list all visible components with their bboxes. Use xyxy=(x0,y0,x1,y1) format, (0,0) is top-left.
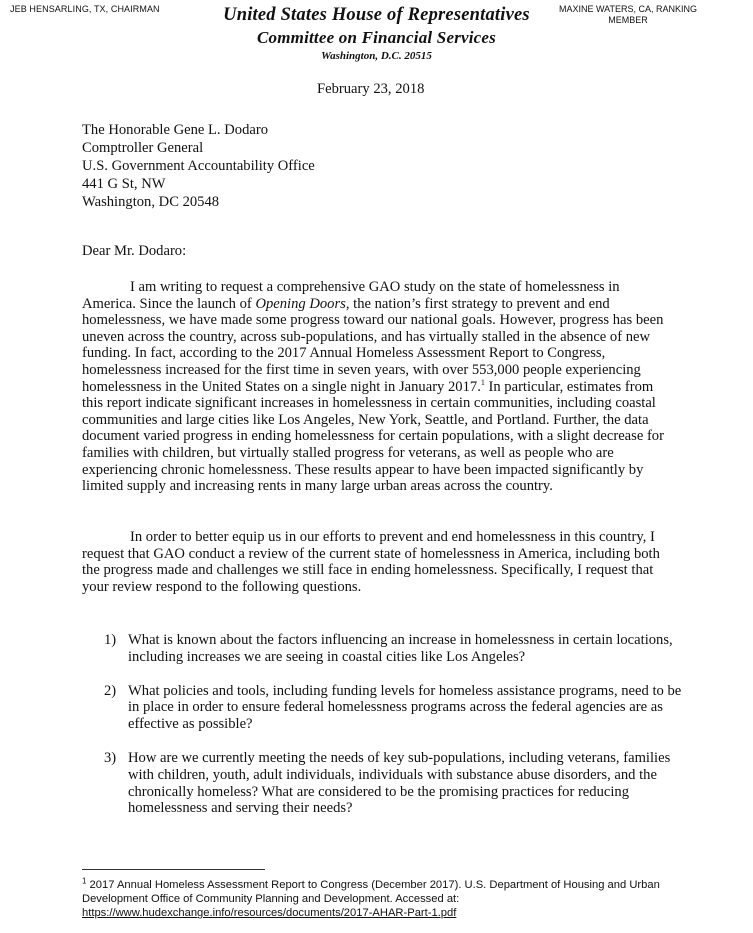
recipient-line: Washington, DC 20548 xyxy=(82,194,220,210)
ranking-member-name: MAXINE WATERS, CA, RANKING xyxy=(558,4,697,14)
ranking-member-label xyxy=(559,4,697,26)
salutation: Dear Mr. Dodaro: xyxy=(82,243,187,259)
list-item xyxy=(104,632,684,666)
question-text: How are we currently meeting the needs of key sub-populations, including veterans, families with children, youth, adult individuals, individuals with substance abuse disorders, and the chronically homeless? What are considered to be the promising practices for reducing homelessness and serving their needs? xyxy=(128,749,671,817)
question-text: What is known about the factors influencing an increase in homelessness in certain locations, including increases we are seeing in coastal cities like Los Angeles? xyxy=(128,632,673,665)
question-text: What policies and tools, including funding levels for homeless assistance programs, need to be in place in order to ensure federal homelessness programs across the federal agencies are as effective as possible? xyxy=(128,682,682,733)
paragraph-1-part-c: In particular, estimates from this report indicate significant increases in homelessness in certain communities, including coastal communities and large cities like Los Angeles, New York, Seattle, and Portland. Further, the data document varied progress in ending homelessness for certain populations, with a slight decrease for families with children, but virtually stalled progress for veterans, as well as people who are experiencing chronic homelessness. These results appear to have been impacted significantly by limited supply and increasing rents in many large urban areas across the country. xyxy=(82,378,664,495)
question-number: 1) xyxy=(104,632,117,648)
list-item xyxy=(104,750,684,817)
house-title: United States House of Representatives xyxy=(223,5,530,25)
footnote-divider xyxy=(82,869,265,870)
question-number: 2) xyxy=(104,682,117,699)
recipient-line: 441 G St, NW xyxy=(82,176,166,192)
paragraph-1-part-b: , the nation’s first strategy to prevent and end homelessness, we have made some progress toward our national goals. However, progress has been uneven across the country, across sub-populations, and has virtually stalled in the absence of new funding. In fact, according to the 2017 Annual Homeless Assessment Report to Congress, homelessness increased for the first time in seven years, with over 553,000 people experiencing homelessness in the United States on a single night in January 2017. xyxy=(82,295,664,395)
recipient-line: U.S. Government Accountability Office xyxy=(82,158,315,174)
footnote-link[interactable]: https://www.hudexchange.info/resources/documents/2017-AHAR-Part-1.pdf xyxy=(82,907,457,920)
questions-list xyxy=(104,632,684,834)
recipient-address xyxy=(82,121,672,211)
paragraph-1 xyxy=(82,279,672,495)
footnote xyxy=(82,878,682,921)
paragraph-2-text: In order to better equip us in our efforts to prevent and end homelessness in this country, I request that GAO conduct a review of the current state of homelessness in America, including both the progress made and challenges we still face in ending homelessness. Specifically, I request that your review respond to the following questions. xyxy=(82,529,660,595)
footnote-text: 2017 Annual Homeless Assessment Report to Congress (December 2017). U.S. Department of Housing and Urban Development Office of Community Planning and Development. Accessed at: xyxy=(82,879,660,906)
chairman-label: JEB HENSARLING, TX, CHAIRMAN xyxy=(10,4,160,14)
recipient-line: Comptroller General xyxy=(82,140,204,156)
list-item xyxy=(104,683,684,733)
footnote-reference: 1 xyxy=(480,377,485,387)
committee-title: Committee on Financial Services xyxy=(256,28,496,47)
footnote-mark: 1 xyxy=(82,876,87,886)
ranking-member-title: MEMBER xyxy=(608,15,648,25)
letterhead-address: Washington, D.C. 20515 xyxy=(321,50,432,62)
opening-doors-title: Opening Doors xyxy=(255,295,346,312)
paragraph-1-part-a: I am writing to request a comprehensive GAO study on the state of homelessness in America. Since the launch of xyxy=(82,279,620,312)
paragraph-2 xyxy=(82,529,672,595)
letter-date: February 23, 2018 xyxy=(317,81,425,97)
paragraph-1-text xyxy=(82,279,672,495)
question-number: 3) xyxy=(104,749,117,766)
recipient-line: The Honorable Gene L. Dodaro xyxy=(82,122,268,138)
